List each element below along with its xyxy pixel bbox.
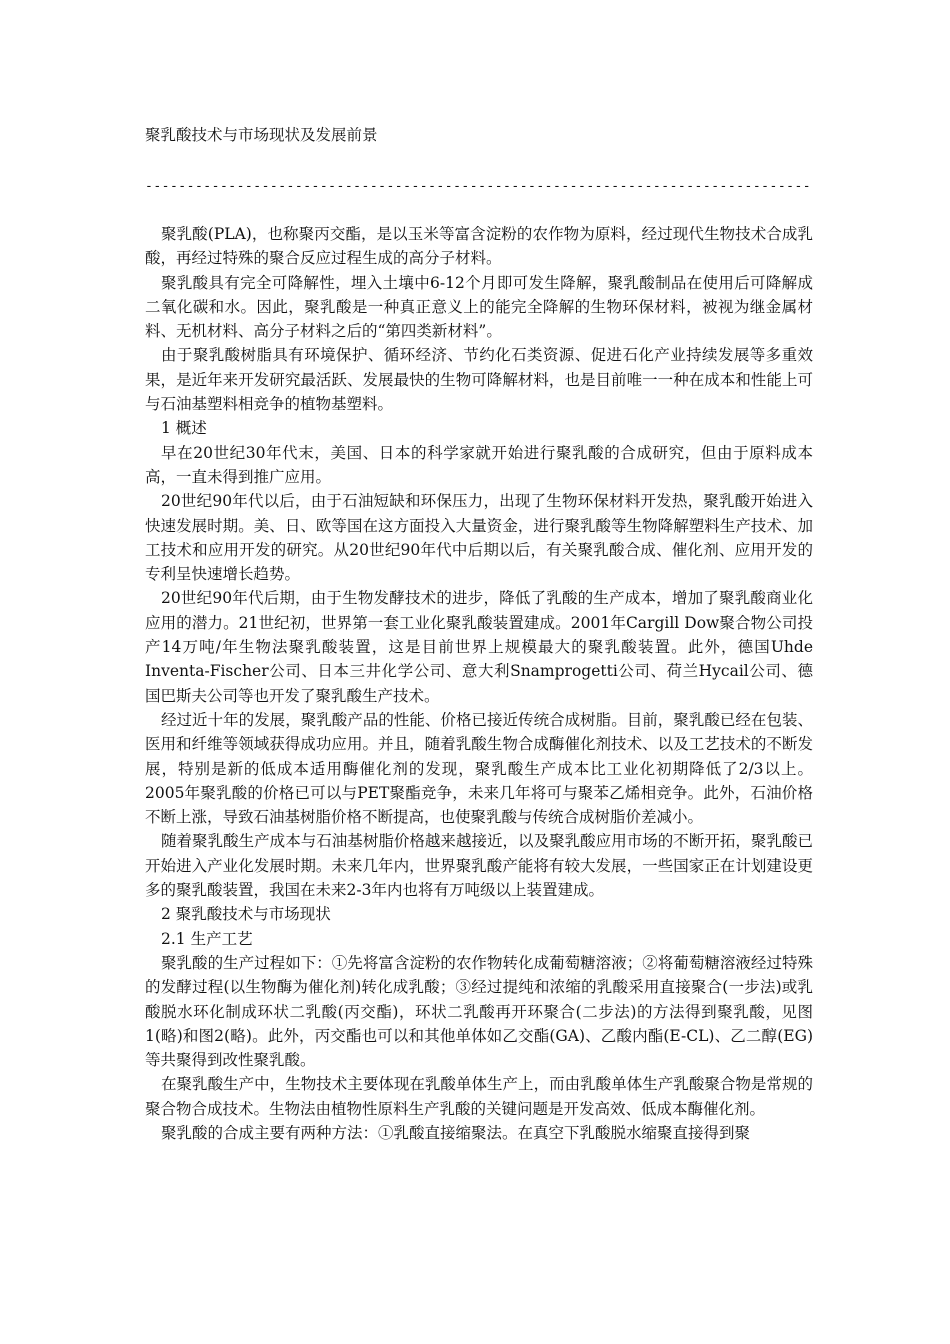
paragraph: 聚乳酸具有完全可降解性，埋入土壤中6-12个月即可发生降解，聚乳酸制品在使用后可降解成二氧化碳和水。因此，聚乳酸是一种真正意义上的能完全降解的生物环保材料，被视为继金属材料、无机材料、高分子材料之后的“第四类新材料”。: [145, 273, 813, 341]
paragraph: 20世纪90年代后期，由于生物发酵技术的进步，降低了乳酸的生产成本，增加了聚乳酸商业化应用的潜力。21世纪初，世界第一套工业化聚乳酸装置建成。2001年Cargill Dow聚合物公司投产14万吨/年生物法聚乳酸装置，这是目前世界上规模最大的聚乳酸装置。此外，德国Uhde Inventa-Fischer公司、日本三井化学公司、意大利Snamprogetti公司、荷兰Hycail公司、德国巴斯夫公司等也开发了聚乳酸生产技术。: [145, 589, 813, 705]
subsection-heading: 2.1 生产工艺: [161, 929, 253, 948]
paragraph: 聚乳酸的生产过程如下：①先将富含淀粉的农作物转化成葡萄糖溶液；②将葡萄糖溶液经过特殊的发酵过程(以生物酶为催化剂)转化成乳酸；③经过提纯和浓缩的乳酸采用直接聚合(一步法)或乳酸脱水环化制成环状二乳酸(丙交酯)，环状二乳酸再开环聚合(二步法)的方法得到聚乳酸，见图1(略)和图2(略)。此外，丙交酯也可以和其他单体如乙交酯(GA)、乙酸内酯(E-CL)、乙二醇(EG)等共聚得到改性聚乳酸。: [145, 953, 813, 1070]
paragraph: 聚乳酸(PLA)，也称聚丙交酯，是以玉米等富含淀粉的农作物为原料，经过现代生物技术合成乳酸，再经过特殊的聚合反应过程生成的高分子材料。: [145, 225, 813, 268]
paragraph: 由于聚乳酸树脂具有环境保护、循环经济、节约化石类资源、促进石化产业持续发展等多重效果，是近年来开发研究最活跃、发展最快的生物可降解材料，也是目前唯一一种在成本和性能上可与石油基塑料相竞争的植物基塑料。: [145, 346, 813, 414]
paragraph: 早在20世纪30年代末，美国、日本的科学家就开始进行聚乳酸的合成研究，但由于原料成本高，一直未得到推广应用。: [145, 443, 813, 486]
section-heading: 1 概述: [161, 419, 207, 438]
paragraph: 在聚乳酸生产中，生物技术主要体现在乳酸单体生产上，而由乳酸单体生产乳酸聚合物是常规的聚合物合成技术。生物法由植物性原料生产乳酸的关键问题是开发高效、低成本酶催化剂。: [145, 1075, 813, 1118]
paragraph: 随着聚乳酸生产成本与石油基树脂价格越来越接近，以及聚乳酸应用市场的不断开拓，聚乳酸已开始进入产业化发展时期。未来几年内，世界聚乳酸产能将有较大发展，一些国家正在计划建设更多的聚乳酸装置，我国在未来2-3年内也将有万吨级以上装置建成。: [145, 832, 813, 900]
document-body: [145, 222, 813, 1145]
section-heading: 2 聚乳酸技术与市场现状: [161, 905, 331, 924]
title-separator: --------------------------------------------------------------------------------: [145, 179, 812, 194]
paragraph: 聚乳酸的合成主要有两种方法：①乳酸直接缩聚法。在真空下乳酸脱水缩聚直接得到聚: [161, 1123, 751, 1142]
paragraph: 20世纪90年代以后，由于石油短缺和环保压力，出现了生物环保材料开发热，聚乳酸开始进入快速发展时期。美、日、欧等国在这方面投入大量资金，进行聚乳酸等生物降解塑料生产技术、加工技术和应用开发的研究。从20世纪90年代中后期以后，有关聚乳酸合成、催化剂、应用开发的专利呈快速增长趋势。: [145, 492, 813, 584]
document-title: 聚乳酸技术与市场现状及发展前景: [145, 126, 378, 144]
document-page: [145, 120, 813, 1145]
paragraph: 经过近十年的发展，聚乳酸产品的性能、价格已接近传统合成树脂。目前，聚乳酸已经在包装、医用和纤维等领域获得成功应用。并且，随着乳酸生物合成酶催化剂技术、以及工艺技术的不断发展，特别是新的低成本适用酶催化剂的发现，聚乳酸生产成本比工业化初期降低了2/3以上。2005年聚乳酸的价格已可以与PET聚酯竞争，未来几年将可与聚苯乙烯相竞争。此外，石油价格不断上涨，导致石油基树脂价格不断提高，也使聚乳酸与传统合成树脂价差减小。: [145, 710, 813, 827]
